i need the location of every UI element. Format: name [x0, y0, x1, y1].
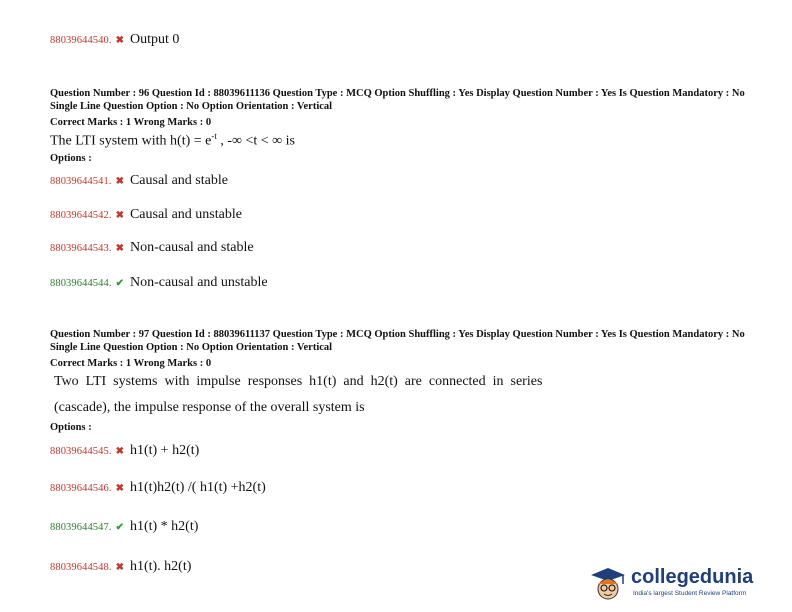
check-icon: ✔ [115, 278, 124, 289]
question-text [50, 131, 295, 150]
cross-icon: ✖ [115, 446, 124, 457]
cross-icon: ✖ [115, 562, 124, 573]
student-mascot-icon [587, 564, 629, 604]
cross-icon: ✖ [115, 176, 124, 187]
option-row [50, 517, 198, 535]
option-text: h1(t) * h2(t) [129, 519, 199, 534]
option-id: 88039644548. [50, 562, 112, 573]
option-id: 88039644540. [50, 35, 112, 46]
option-id: 88039644542. [50, 210, 112, 221]
option-id: 88039644541. [50, 176, 112, 187]
question-marks: Correct Marks : 1 Wrong Marks : 0 [50, 117, 212, 128]
options-label: Options : [50, 153, 92, 164]
question-text-part: , -∞ <t < ∞ is [216, 133, 296, 149]
option-text: Causal and unstable [129, 207, 242, 222]
cross-icon: ✖ [115, 483, 124, 494]
option-text: h1(t) + h2(t) [129, 443, 200, 458]
collegedunia-logo [587, 562, 782, 604]
option-text: Output 0 [129, 32, 180, 47]
option-row [50, 30, 179, 48]
question-text-line: Two LTI systems with impulse responses h1(t) and h2(t) are connected in series [54, 374, 543, 389]
check-icon: ✔ [115, 522, 124, 533]
option-id: 88039644543. [50, 243, 112, 254]
option-id: 88039644547. [50, 522, 112, 533]
option-text: h1(t)h2(t) /( h1(t) +h2(t) [129, 480, 266, 495]
option-row [50, 238, 254, 256]
option-row [50, 273, 268, 291]
option-text: h1(t). h2(t) [129, 559, 192, 574]
option-id: 88039644546. [50, 483, 112, 494]
question-text-sup: -t [211, 131, 217, 141]
options-label: Options : [50, 422, 92, 433]
logo-wordmark: collegedunia [631, 566, 754, 588]
option-row [50, 205, 242, 223]
question-text-line: (cascade), the impulse response of the overall system is [54, 400, 365, 415]
option-row [50, 478, 266, 496]
option-row [50, 171, 228, 189]
option-id: 88039644544. [50, 278, 112, 289]
option-id: 88039644545. [50, 446, 112, 457]
cross-icon: ✖ [115, 35, 124, 46]
option-row [50, 557, 191, 575]
question-header: Question Number : 96 Question Id : 88039611136 Question Type : MCQ Option Shuffling : Yes Display Question Number : Yes Is Question Mandatory : No Single Line Question Option : No Option Orientation : Vertical [50, 88, 745, 112]
option-text: Causal and stable [129, 173, 228, 188]
option-text: Non-causal and unstable [129, 275, 268, 290]
option-row [50, 441, 199, 459]
question-text-part: The LTI system with h(t) = e [50, 133, 212, 149]
question-marks: Correct Marks : 1 Wrong Marks : 0 [50, 358, 212, 369]
logo-tagline: India's largest Student Review Platform [633, 590, 747, 597]
cross-icon: ✖ [115, 210, 124, 221]
question-header: Question Number : 97 Question Id : 88039611137 Question Type : MCQ Option Shuffling : Yes Display Question Number : Yes Is Question Mandatory : No Single Line Question Option : No Option Orientation : Vertical [50, 329, 745, 353]
option-text: Non-causal and stable [129, 240, 254, 255]
cross-icon: ✖ [115, 243, 124, 254]
